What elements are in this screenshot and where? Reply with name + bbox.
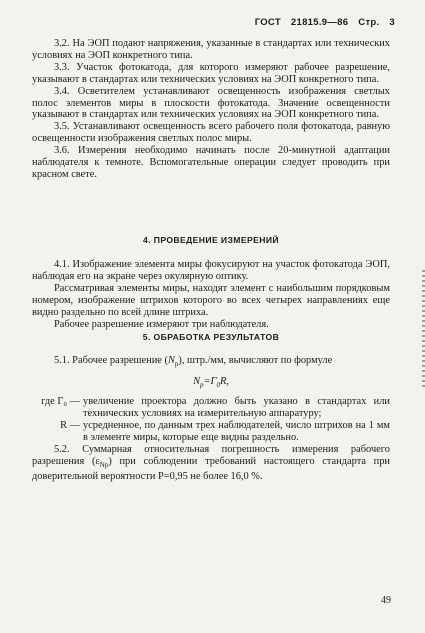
paragraph-4-1-c: Рабочее разрешение измеряют три наблюдателя. xyxy=(54,318,269,330)
header-page-label: Стр. xyxy=(358,17,380,28)
section-3-continued xyxy=(32,38,390,181)
header-number: 21815.9—86 xyxy=(290,17,349,28)
p52-end: ) при соблюдении требований настоящего стандарта при доверительной вероятности P=0,95 не более 16,0 %. xyxy=(32,455,390,483)
header-standard: ГОСТ xyxy=(254,17,281,28)
section-4-heading: 4. ПРОВЕДЕНИЕ ИЗМЕРЕНИЙ xyxy=(142,235,279,245)
formula xyxy=(32,376,390,392)
formula-definitions xyxy=(32,396,390,444)
formula-gamma-sub: 0 xyxy=(216,381,220,390)
formula-eq: =Г xyxy=(203,375,217,387)
def-lead-word: где xyxy=(41,395,55,407)
p51-end: ), штр./мм, вычисляют по формуле xyxy=(178,355,333,366)
def-lead xyxy=(32,396,83,420)
paragraph-5-1 xyxy=(32,355,390,371)
section-4-body xyxy=(32,259,390,330)
paragraph-4-1: 4.1. Изображение элемента миры фокусируют на участок фотокатода ЭОП, наблюдая его на экране через окулярную оптику. xyxy=(32,259,390,282)
section-5-heading: 5. ОБРАБОТКА РЕЗУЛЬТАТОВ xyxy=(142,332,280,342)
page-number: 49 xyxy=(381,595,391,606)
formula-lhs-sub: р xyxy=(200,381,204,390)
paragraph-3-4: 3.4. Осветителем устанавливают освещенность изображения светлых полос элементов миры в плоскости фотокатода. Значение освещенности указывают в стандартах или технических условиях на ЭОП конкретного типа. xyxy=(32,85,390,121)
page-header xyxy=(248,17,395,28)
paragraph-3-6: 3.6. Измерения необходимо начинать после 20-минутной адаптации наблюдателя к темноте. Вспомогательные операции следует проводить при красном свете. xyxy=(32,145,390,180)
p51-start: 5.1. Рабочее разрешение ( xyxy=(54,355,168,366)
formula-rhs: R, xyxy=(219,375,229,387)
paragraph-3-3: 3.3. Участок фотокатода, для которого измеряют рабочее разрешение, указывают в стандартах или технических условиях на ЭОП конкретного типа. xyxy=(32,61,390,85)
paragraph-3-5: 3.5. Устанавливают освещенность всего рабочего поля фотокатода, равную освещенности изображения светлых полос миры. xyxy=(32,121,390,145)
def1-text: увеличение проектора должно быть указано в стандартах или технических условиях на измерительную аппаратуру; xyxy=(83,395,390,419)
formula-lhs: N xyxy=(193,375,201,387)
def1-term: Г₀ — xyxy=(57,395,80,407)
paragraph-5-2 xyxy=(32,444,390,484)
def2-text: усредненное, по данным трех наблюдателей, число штрихов на 1 мм в элементе миры, которые еще видны раздельно. xyxy=(83,419,390,443)
p52-sub: Nр xyxy=(99,460,109,469)
def2-term: R — xyxy=(60,419,80,431)
section-5-body xyxy=(32,355,390,483)
p51-symbol: N xyxy=(167,355,175,366)
paragraph-4-1-b: Рассматривая элементы миры, находят элемент с наибольшим порядковым номером, изображение штрихов которого во всех четырех направлениях еще видно раздельно по всей длине штриха. xyxy=(32,282,390,318)
p52-start: 5.2. Суммарная относительная погрешность измерения рабочего разрешения (ε xyxy=(32,443,390,467)
definition-gamma xyxy=(32,396,390,420)
p51-sub: р xyxy=(174,360,179,369)
paragraph-3-2: 3.2. На ЭОП подают напряжения, указанные в стандартах или технических условиях на ЭОП конкретного типа. xyxy=(32,38,390,61)
header-page: 3 xyxy=(389,17,395,28)
definition-r xyxy=(32,420,390,444)
